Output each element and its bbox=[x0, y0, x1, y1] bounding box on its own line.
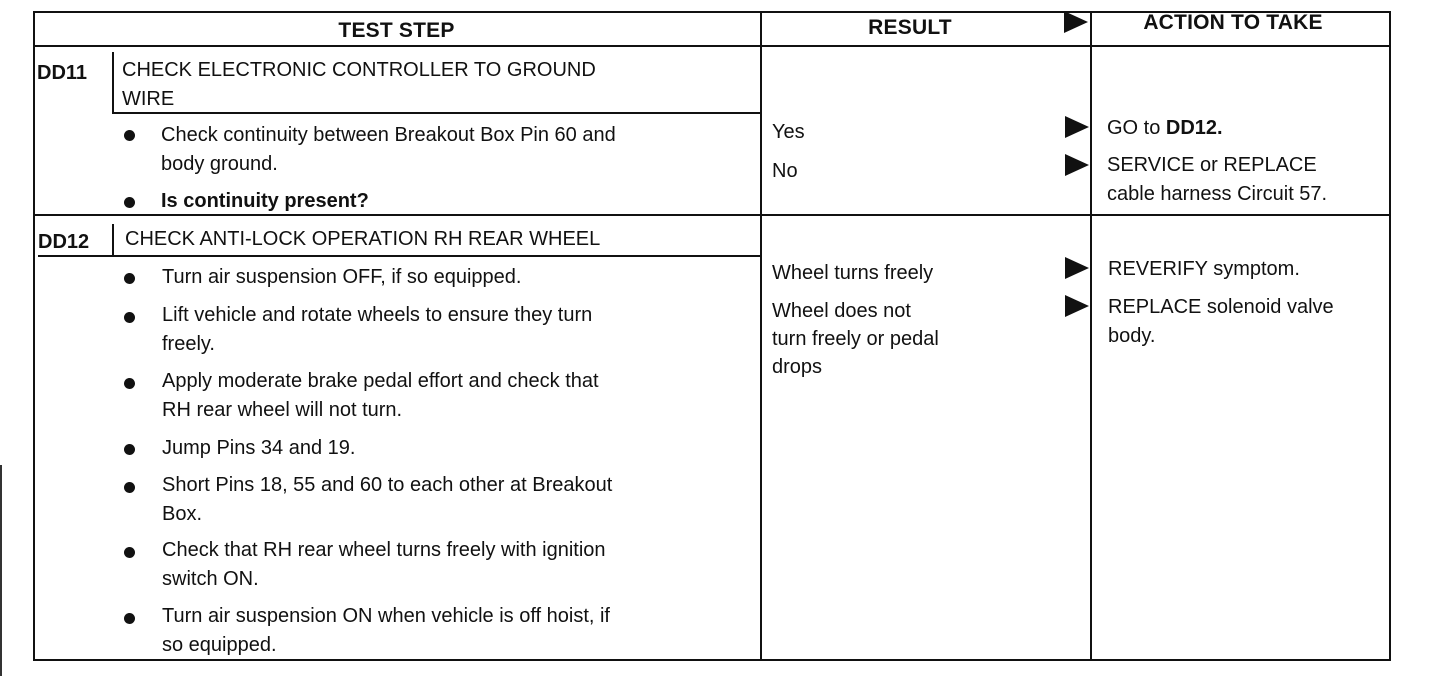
header-action: ACTION TO TAKE bbox=[1143, 11, 1323, 34]
dd11-result-yes: Yes bbox=[772, 121, 805, 143]
dd11-action-no-line2: cable harness Circuit 57. bbox=[1107, 183, 1328, 205]
bullet-icon bbox=[124, 130, 135, 141]
bullet-icon bbox=[124, 482, 135, 493]
dd11-step1-line2: body ground. bbox=[161, 153, 278, 175]
dd11-action-yes bbox=[1107, 114, 1223, 143]
arrow-yes-icon bbox=[1065, 116, 1089, 138]
bullet-icon bbox=[124, 273, 135, 284]
bullet-icon bbox=[124, 197, 135, 208]
dd11-step2-question: Is continuity present? bbox=[161, 190, 369, 212]
dd12-step7-line2: so equipped. bbox=[162, 634, 277, 656]
bullet-icon bbox=[124, 378, 135, 389]
dd12-step6-line2: switch ON. bbox=[162, 568, 259, 590]
dd12-title-rule bbox=[38, 255, 760, 257]
dd12-action-1: REVERIFY symptom. bbox=[1108, 258, 1300, 280]
bullet-icon bbox=[124, 444, 135, 455]
arrow-not-free-icon bbox=[1065, 295, 1089, 317]
dd12-result-2-line3: drops bbox=[772, 356, 823, 378]
dd12-step5-line1: Short Pins 18, 55 and 60 to each other at Breakout bbox=[162, 474, 613, 496]
step-code-dd12: DD12 bbox=[38, 231, 90, 253]
step-code-dd11: DD11 bbox=[37, 62, 88, 84]
header-arrow-icon bbox=[1064, 11, 1088, 33]
bullet-icon bbox=[124, 312, 135, 323]
dd12-result-2-line1: Wheel does not bbox=[772, 300, 911, 322]
dd11-step1-line1: Check continuity between Breakout Box Pin 60 and bbox=[161, 124, 616, 146]
dd12-step3-line1: Apply moderate brake pedal effort and check that bbox=[162, 370, 599, 392]
column-divider-result bbox=[760, 11, 762, 661]
dd11-action-yes-target: DD12. bbox=[1165, 117, 1223, 139]
header-test-step: TEST STEP bbox=[338, 19, 455, 42]
dd11-action-no-line1: SERVICE or REPLACE bbox=[1107, 154, 1317, 176]
dd12-step2-line2: freely. bbox=[162, 333, 215, 355]
column-divider-action bbox=[1090, 11, 1092, 661]
header-result: RESULT bbox=[868, 16, 952, 39]
bullet-icon bbox=[124, 613, 135, 624]
dd12-result-1: Wheel turns freely bbox=[772, 262, 934, 284]
header-bottom-rule bbox=[33, 45, 1391, 47]
dd12-step3-line2: RH rear wheel will not turn. bbox=[162, 399, 403, 421]
dd12-action-2-line1: REPLACE solenoid valve bbox=[1108, 296, 1334, 318]
bullet-icon bbox=[124, 547, 135, 558]
arrow-no-icon bbox=[1065, 154, 1089, 176]
dd12-title: CHECK ANTI-LOCK OPERATION RH REAR WHEEL bbox=[125, 228, 601, 250]
dd12-result-2-line2: turn freely or pedal bbox=[772, 328, 939, 350]
dd11-title-rule bbox=[112, 112, 760, 114]
dd12-step2-line1: Lift vehicle and rotate wheels to ensure they turn bbox=[162, 304, 593, 326]
page-edge-line bbox=[0, 465, 2, 676]
dd12-step5-line2: Box. bbox=[162, 503, 203, 525]
dd12-step7-line1: Turn air suspension ON when vehicle is off hoist, if bbox=[162, 605, 610, 627]
dd12-step4: Jump Pins 34 and 19. bbox=[162, 437, 356, 459]
code-divider-dd11 bbox=[112, 52, 114, 114]
arrow-turns-freely-icon bbox=[1065, 257, 1089, 279]
dd11-action-yes-prefix: GO to bbox=[1107, 117, 1166, 139]
dd11-result-no: No bbox=[772, 160, 798, 182]
dd12-step1: Turn air suspension OFF, if so equipped. bbox=[162, 266, 522, 288]
dd11-title-line2: WIRE bbox=[122, 88, 175, 110]
dd11-title-line1: CHECK ELECTRONIC CONTROLLER TO GROUND bbox=[122, 59, 596, 81]
code-divider-dd12 bbox=[112, 224, 114, 256]
dd12-step6-line1: Check that RH rear wheel turns freely with ignition bbox=[162, 539, 606, 561]
dd12-action-2-line2: body. bbox=[1108, 325, 1156, 347]
